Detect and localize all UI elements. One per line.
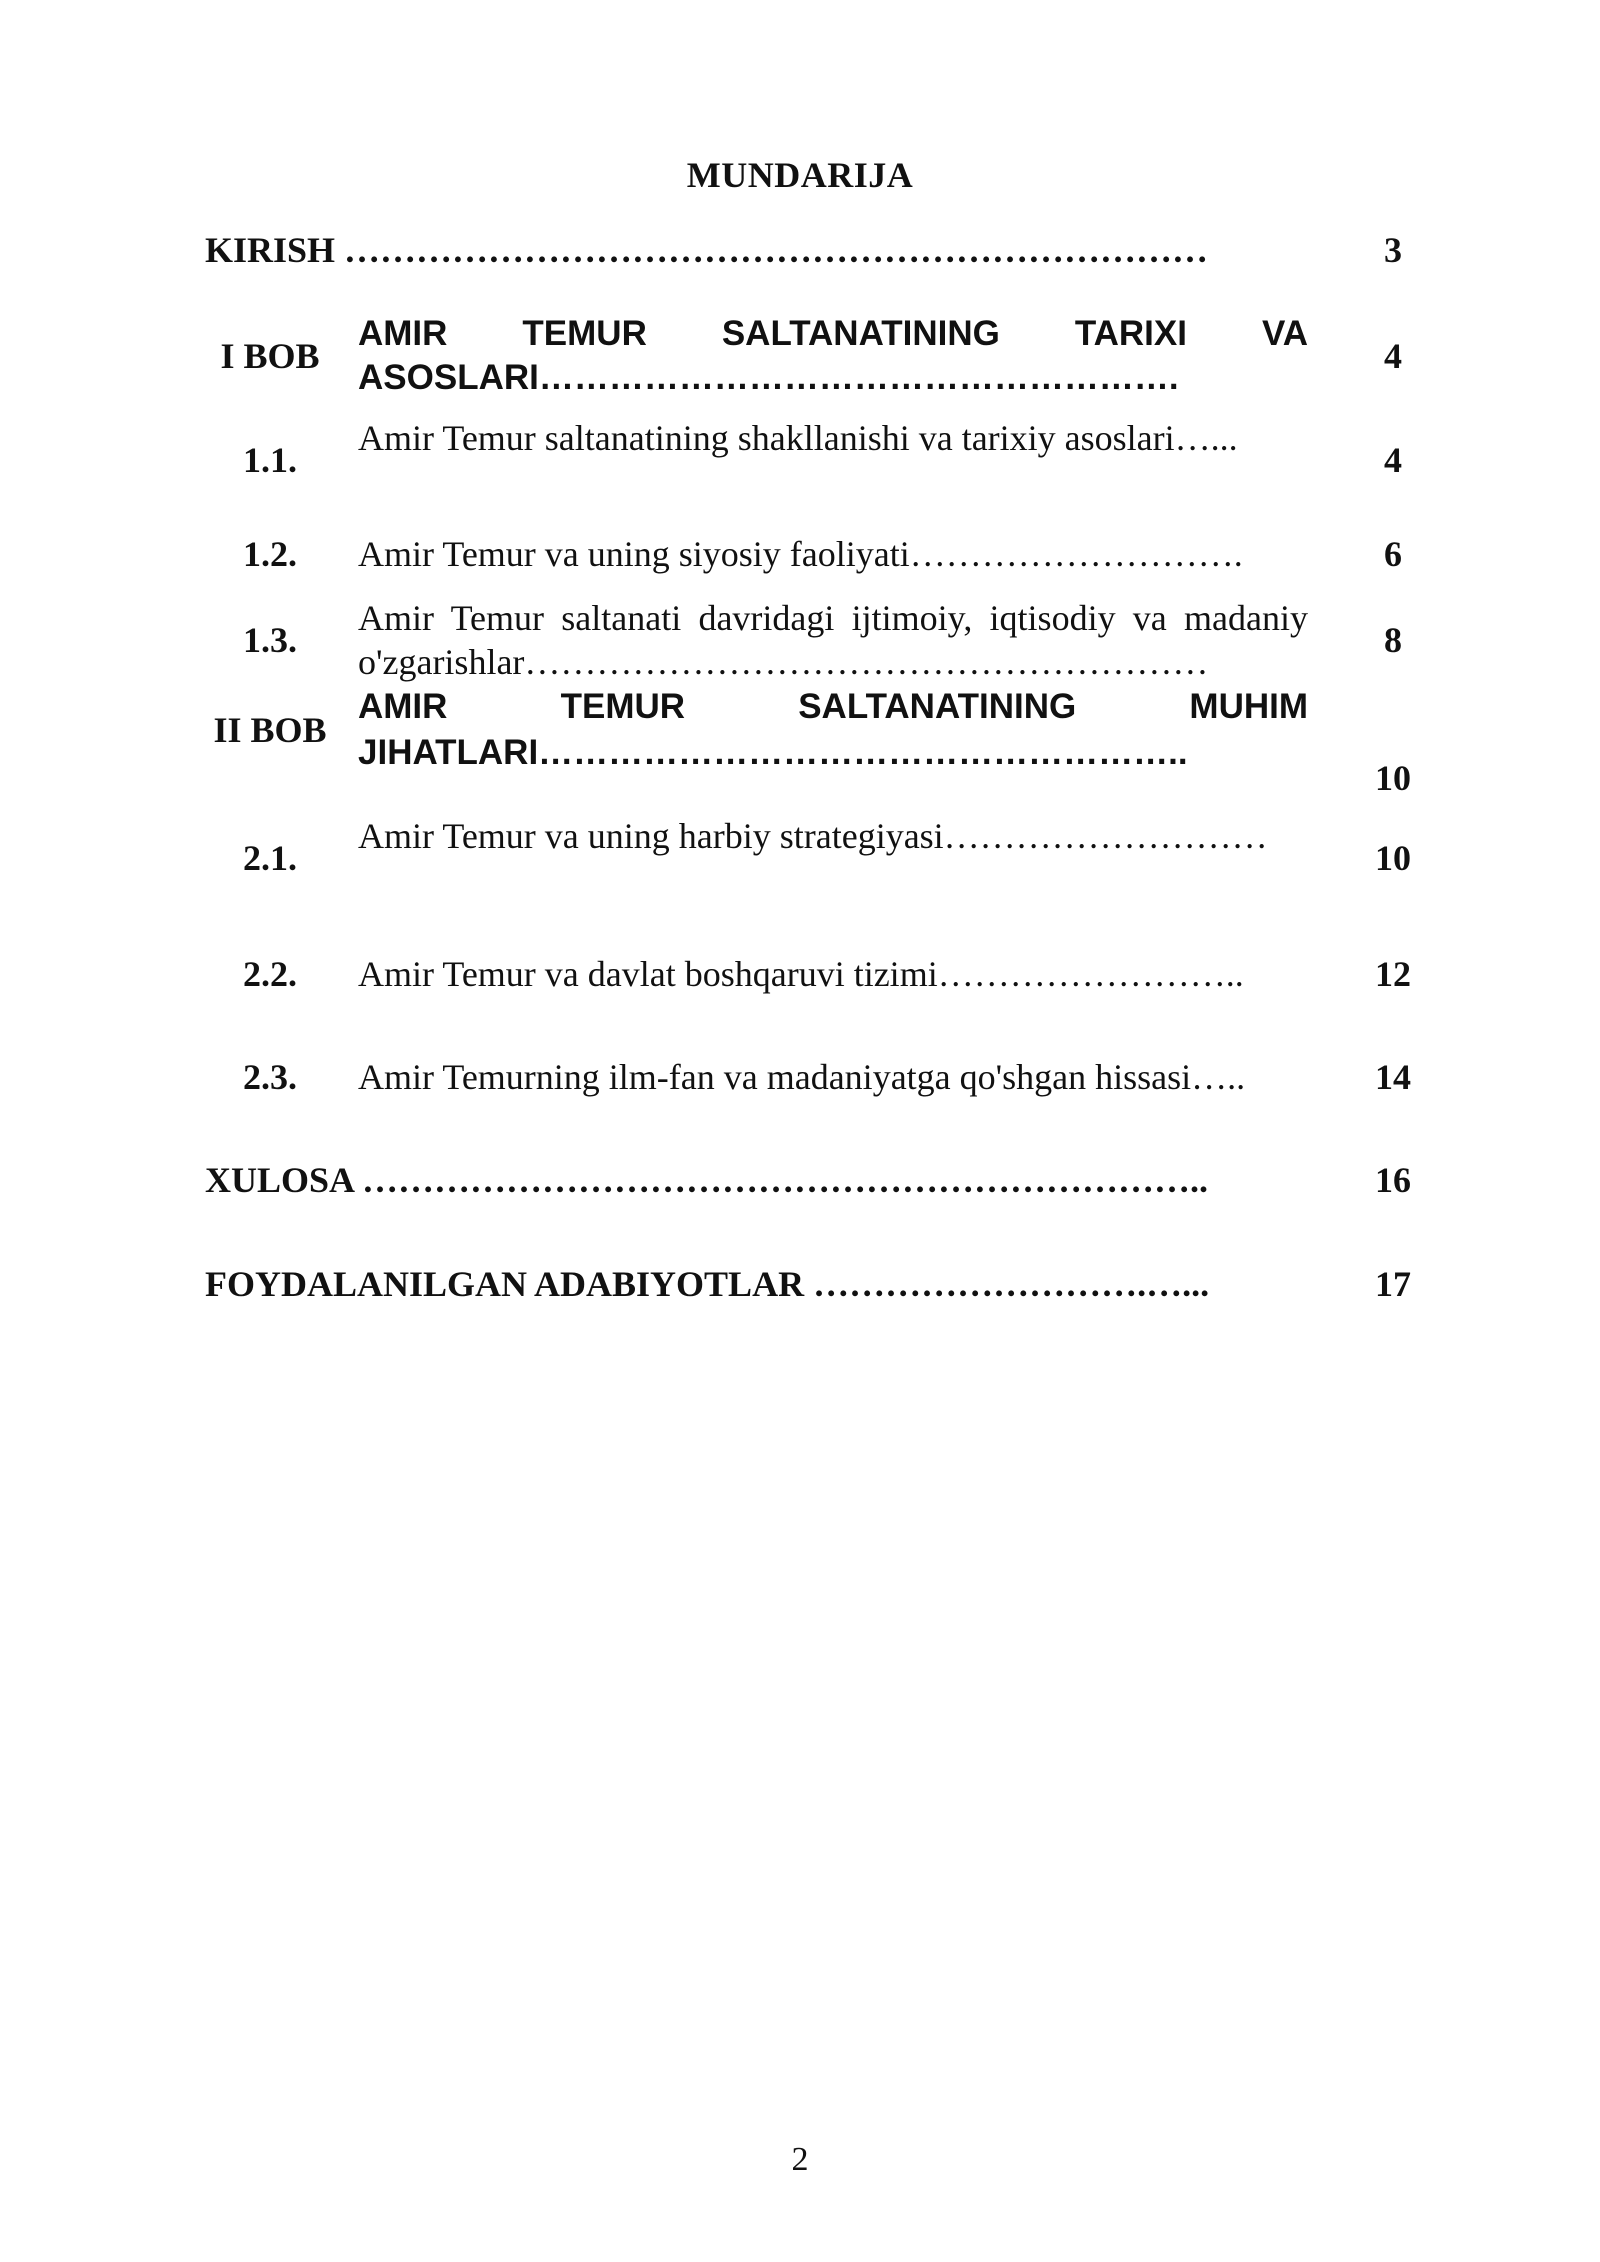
toc-entry-text: Amir Temur va davlat boshqaruvi tizimi……………………..: [358, 954, 1244, 994]
toc-entry-page: 4: [1384, 440, 1402, 480]
toc-entry-page: 10: [1375, 758, 1411, 798]
toc-entry-number: 2.3.: [243, 1057, 297, 1097]
toc-title: MUNDARIJA: [686, 155, 914, 195]
toc-entry-page: 6: [1384, 534, 1402, 574]
toc-entry-text: Amir Temur saltanatining shakllanishi va tarixiy asoslari…...: [358, 418, 1238, 458]
toc-entry-number: 1.3.: [243, 620, 297, 660]
toc-entry-page: 12: [1375, 954, 1411, 994]
toc-entry-number: 1.1.: [243, 440, 297, 480]
toc-entry-text: KIRISH ………………………………………………………………: [205, 230, 1209, 270]
toc-entry-page: 3: [1384, 230, 1402, 270]
toc-entry-page: 10: [1375, 838, 1411, 878]
toc-entry-text: AMIR TEMUR SALTANATINING MUHIM JIHATLARI………………………………………………..: [358, 687, 1308, 772]
toc-entry-text: Amir Temur va uning harbiy strategiyasi………………………: [358, 816, 1268, 856]
toc-entry-number: I BOB: [220, 336, 320, 376]
toc-entry-text: Amir Temur saltanati davridagi ijtimoiy, iqtisodiy va madaniy o'zgarishlar…………………………………………………: [358, 598, 1308, 682]
toc-entry-number: 1.2.: [243, 534, 297, 574]
toc-entry-page: 16: [1375, 1160, 1411, 1200]
toc-entry-text: Amir Temur va uning siyosiy faoliyati……………………….: [358, 534, 1243, 574]
toc-entry-text: Amir Temurning ilm-fan va madaniyatga qo'shgan hissasi…..: [358, 1057, 1246, 1097]
toc-entry-page: 8: [1384, 620, 1402, 660]
toc-entry-page: 14: [1375, 1057, 1411, 1097]
toc-entry-number: 2.2.: [243, 954, 297, 994]
toc-entry-text: AMIR TEMUR SALTANATINING TARIXI VA ASOSLARI……………………………………………….: [358, 314, 1308, 397]
toc-entry-text: FOYDALANILGAN ADABIYOTLAR ……………………….…...: [205, 1264, 1210, 1304]
page-number: 2: [791, 2141, 809, 2178]
toc-entry-number: 2.1.: [243, 838, 297, 878]
toc-entry-page: 4: [1384, 336, 1402, 376]
toc-entry-number: II BOB: [213, 710, 327, 750]
toc-entry-page: 17: [1375, 1264, 1411, 1304]
toc-entry-text: XULOSA ……………………………………………………………..: [205, 1160, 1209, 1200]
